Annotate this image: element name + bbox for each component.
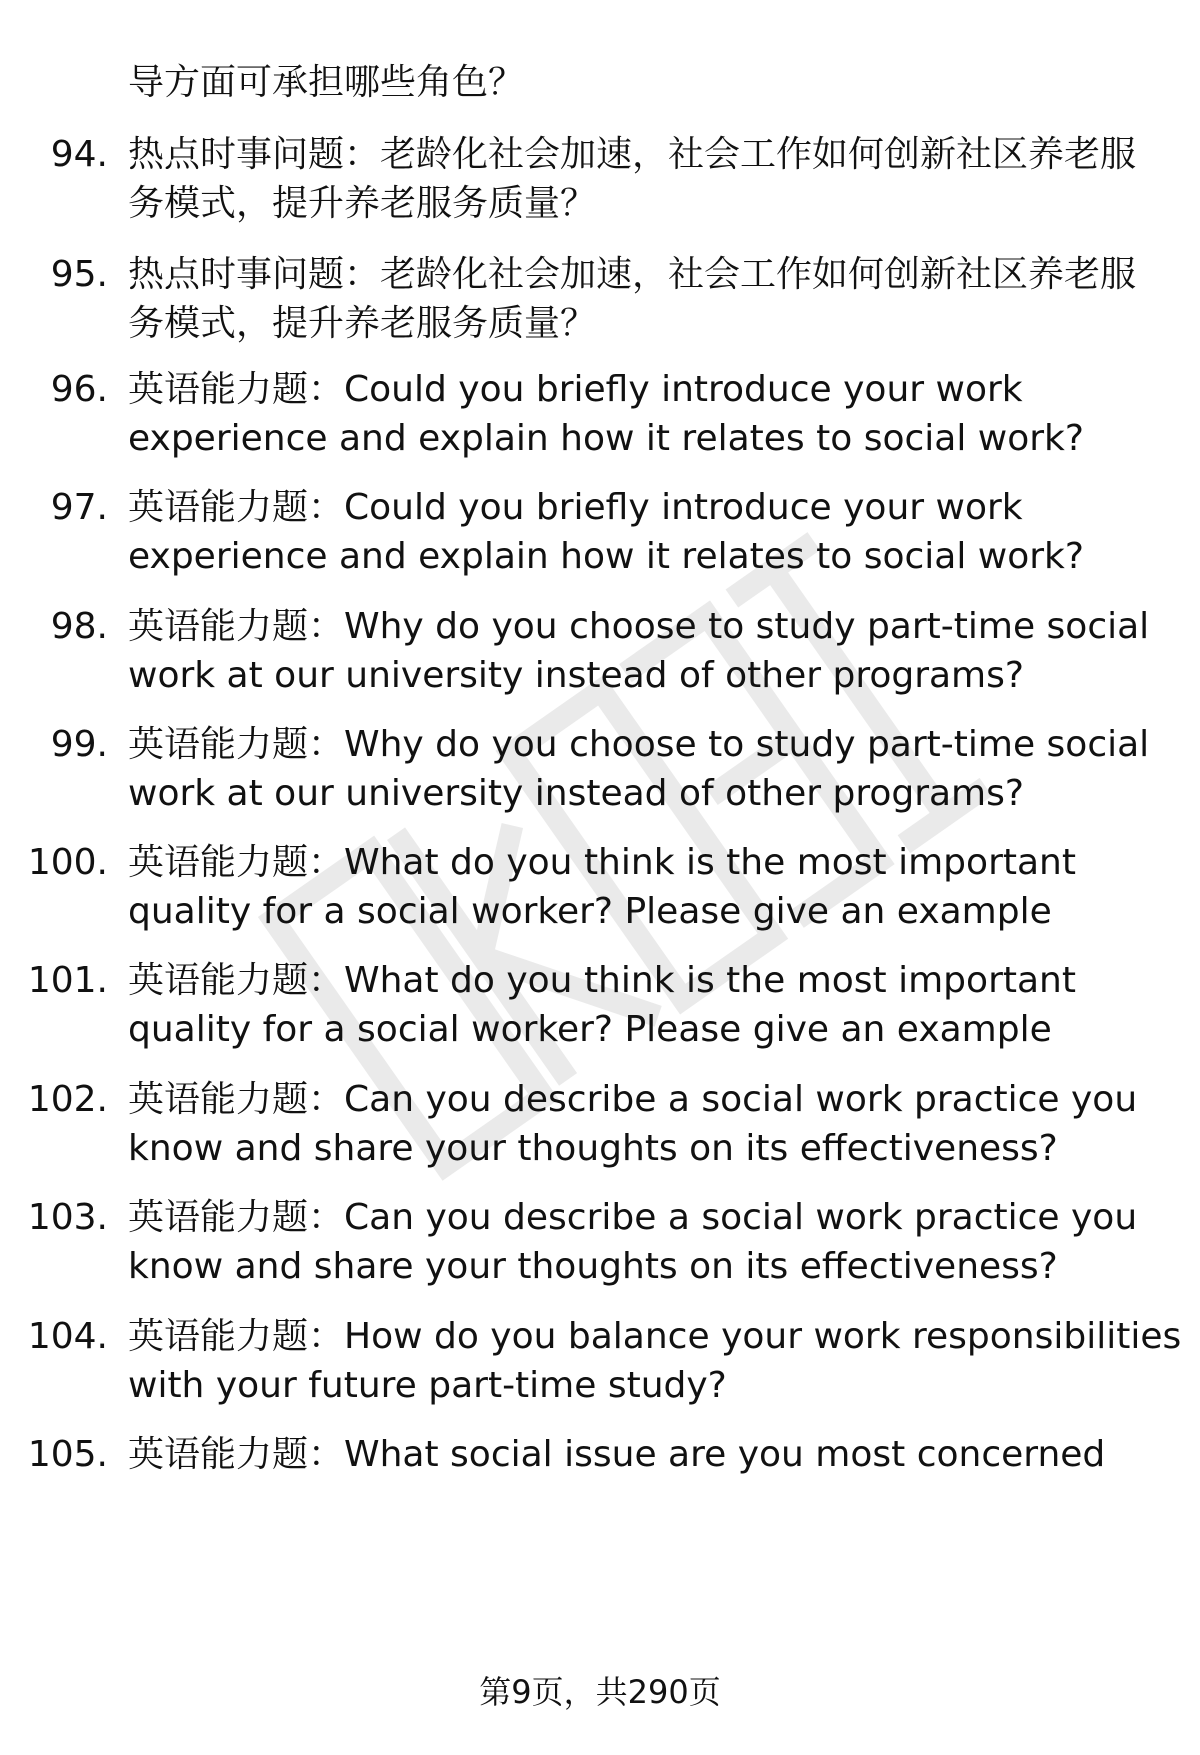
question-number: 101.: [27, 960, 108, 1001]
question-line: 英语能力题：Could you briefly introduce your work: [128, 487, 1023, 528]
question-text: [128, 1193, 1153, 1291]
question-text: [128, 130, 1153, 228]
question-line: 热点时事问题：老龄化社会加速，社会工作如何创新社区养老服: [128, 134, 1137, 175]
question-number: 104.: [27, 1316, 108, 1357]
question-line: 英语能力题：Can you describe a social work practice you: [128, 1197, 1138, 1238]
question-line: 英语能力题：Can you describe a social work practice you: [128, 1079, 1138, 1120]
question-line: work at our university instead of other programs?: [128, 655, 1024, 696]
continued-question-text: 导方面可承担哪些角色？: [128, 62, 525, 103]
question-line: experience and explain how it relates to social work?: [128, 536, 1085, 577]
question-line: know and share your thoughts on its effectiveness?: [128, 1246, 1058, 1287]
question-line: 热点时事问题：老龄化社会加速，社会工作如何创新社区养老服: [128, 254, 1137, 295]
question-text: [128, 956, 1153, 1054]
question-text: [128, 1430, 1153, 1479]
question-text: [128, 365, 1153, 463]
question-text: [128, 602, 1153, 700]
question-line: 务模式，提升养老服务质量？: [128, 183, 597, 224]
question-line: work at our university instead of other programs?: [128, 773, 1024, 814]
question-number: 96.: [50, 369, 108, 410]
question-line: quality for a social worker? Please give an example: [128, 891, 1052, 932]
question-text: [128, 250, 1153, 348]
question-line: quality for a social worker? Please give an example: [128, 1009, 1052, 1050]
question-number: 97.: [50, 487, 108, 528]
question-line: with your future part-time study?: [128, 1365, 727, 1406]
question-number: 103.: [27, 1197, 108, 1238]
question-number: 100.: [27, 842, 108, 883]
question-line: experience and explain how it relates to social work?: [128, 418, 1085, 459]
question-line: 英语能力题：Could you briefly introduce your work: [128, 369, 1023, 410]
question-text: [128, 1312, 1182, 1410]
question-number: 98.: [50, 606, 108, 647]
page-number-footer: 第9页，共290页: [479, 1673, 721, 1711]
question-number: 94.: [50, 134, 108, 175]
question-number: 105.: [27, 1434, 108, 1475]
question-line: know and share your thoughts on its effectiveness?: [128, 1128, 1058, 1169]
question-text: [128, 720, 1153, 818]
question-line: 英语能力题：What do you think is the most important: [128, 842, 1076, 883]
question-line: 务模式，提升养老服务质量？: [128, 303, 597, 344]
question-line: 英语能力题：Why do you choose to study part-time social: [128, 606, 1150, 647]
question-number: 99.: [50, 724, 108, 765]
question-number: 95.: [50, 254, 108, 295]
question-line: 英语能力题：How do you balance your work responsibilities: [128, 1316, 1182, 1357]
question-text: [128, 1075, 1153, 1173]
question-line: 英语能力题：What social issue are you most concerned: [128, 1434, 1106, 1475]
question-text: [128, 838, 1153, 936]
question-text: [128, 483, 1153, 581]
question-line: 英语能力题：What do you think is the most important: [128, 960, 1076, 1001]
question-number: 102.: [27, 1079, 108, 1120]
question-line: 英语能力题：Why do you choose to study part-time social: [128, 724, 1150, 765]
